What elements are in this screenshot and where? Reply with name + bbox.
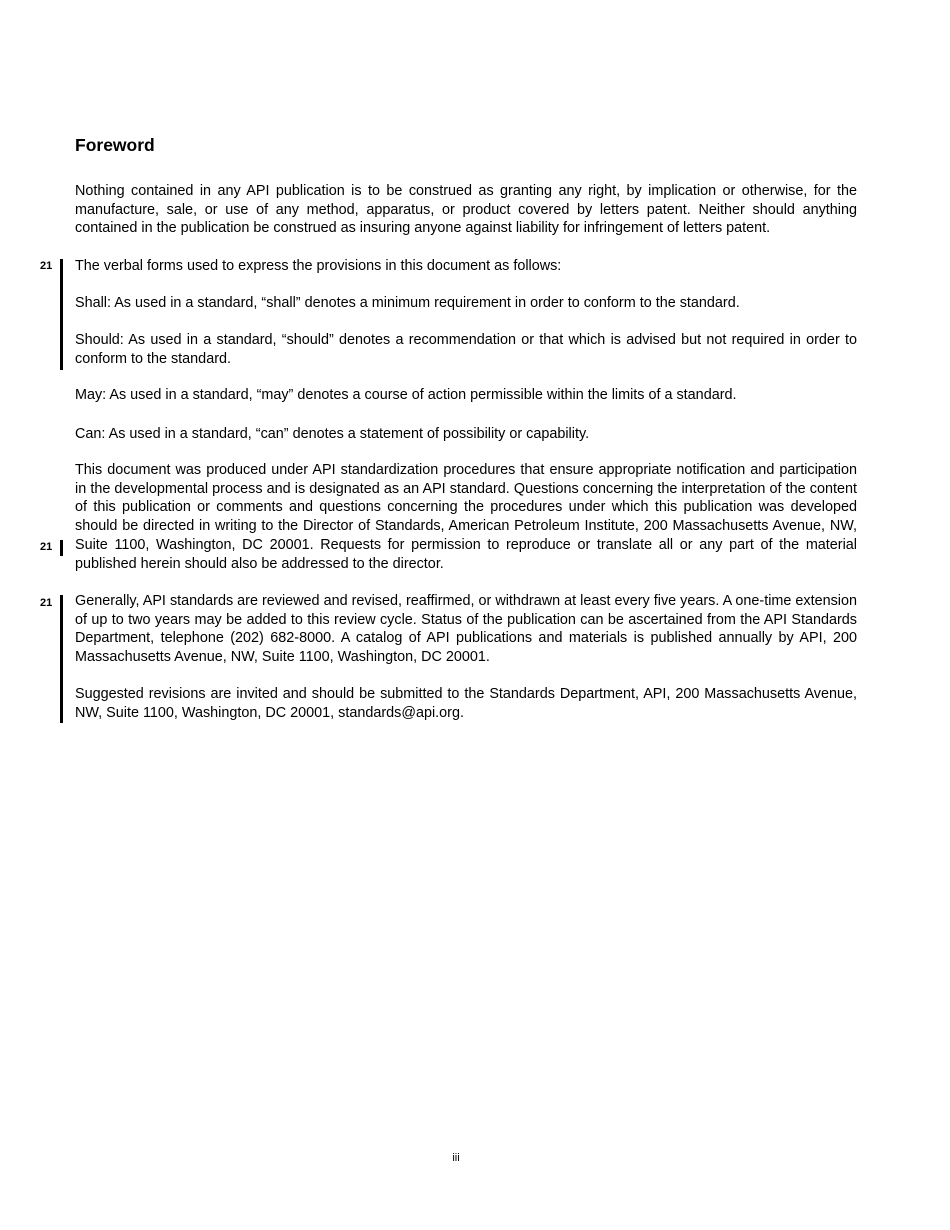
page-number: iii [452,1152,460,1164]
paragraph-may: May: As used in a standard, “may” denotes a course of action permissible within the limits of a standard. [75,387,737,403]
paragraph-suggested-revisions: Suggested revisions are invited and should be submitted to the Standards Department, API, 200 Massachusetts Avenue, NW, Suite 1100, Washington, DC 20001, standards@api.org. [75,686,857,721]
page-title: Foreword [75,135,155,155]
paragraph-review-cycle: Generally, API standards are reviewed and revised, reaffirmed, or withdrawn at least every five years. A one-time extension of up to two years may be added to this review cycle. Status of the publication can be ascertained from the API Standards Department, telephone (202) 682-8000. A catalog of API publications and materials is published annually by API, 200 Massachusetts Avenue, NW, Suite 1100, Washington, DC 20001. [75,593,857,666]
paragraph-standardization: This document was produced under API standardization procedures that ensure appropriate notification and participation in the developmental process and is designated as an API standard. Questions concerning the interpretation of the content of this publication or comments and questions concerning the procedures under which this publication was developed should be directed in writing to the Director of Standards, American Petroleum Institute, 200 Massachusetts Avenue, NW, Suite 1100, Washington, DC 20001. Requests for permission to reproduce or translate all or any part of the material published herein should also be addressed to the director. [75,462,857,572]
paragraph-verbal-forms: The verbal forms used to express the provisions in this document as follows: [75,258,562,274]
paragraph-patent-disclaimer: Nothing contained in any API publication is to be construed as granting any right, by implication or otherwise, for the manufacture, sale, or use of any method, apparatus, or product covered by letters patent. Neither should anything contained in the publication be construed as insuring anyone against liability for infringement of letters patent. [75,183,857,237]
paragraph-should: Should: As used in a standard, “should” denotes a recommendation or that which is advised but not required in order to conform to the standard. [75,332,857,367]
revision-bar [60,595,63,723]
paragraph-can: Can: As used in a standard, “can” denotes a statement of possibility or capability. [75,426,590,442]
revision-bar [60,540,63,556]
revision-number: 21 [40,597,53,609]
paragraph-shall: Shall: As used in a standard, “shall” denotes a minimum requirement in order to conform to the standard. [75,295,740,311]
revision-bar [60,259,63,370]
revision-number: 21 [40,541,53,553]
revision-number: 21 [40,260,53,272]
